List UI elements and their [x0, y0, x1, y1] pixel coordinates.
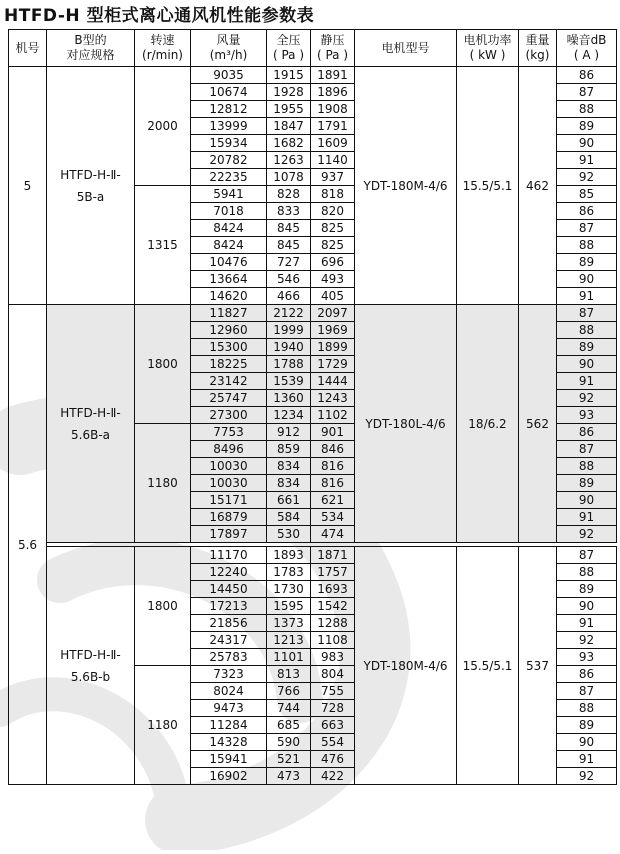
header-motor: 电机型号: [355, 30, 457, 67]
motor-power: 15.5/5.1: [457, 547, 519, 785]
motor-power: 15.5/5.1: [457, 67, 519, 305]
noise-cell: 91: [557, 509, 617, 526]
airflow-cell: 10030: [191, 458, 267, 475]
total-pressure-cell: 1539: [267, 373, 311, 390]
noise-cell: 92: [557, 632, 617, 649]
airflow-cell: 25747: [191, 390, 267, 407]
noise-cell: 86: [557, 666, 617, 683]
total-pressure-cell: 466: [267, 288, 311, 305]
static-pressure-cell: 1542: [311, 598, 355, 615]
motor-power: 18/6.2: [457, 305, 519, 543]
static-pressure-cell: 422: [311, 768, 355, 785]
total-pressure-cell: 1101: [267, 649, 311, 666]
airflow-cell: 10476: [191, 254, 267, 271]
airflow-cell: 7018: [191, 203, 267, 220]
total-pressure-cell: 2122: [267, 305, 311, 322]
airflow-cell: 15300: [191, 339, 267, 356]
noise-cell: 88: [557, 322, 617, 339]
noise-cell: 92: [557, 169, 617, 186]
noise-cell: 90: [557, 734, 617, 751]
static-pressure-cell: 1288: [311, 615, 355, 632]
total-pressure-cell: 1682: [267, 135, 311, 152]
static-pressure-cell: 825: [311, 220, 355, 237]
total-pressure-cell: 834: [267, 475, 311, 492]
total-pressure-cell: 1360: [267, 390, 311, 407]
static-pressure-cell: 825: [311, 237, 355, 254]
static-pressure-cell: 534: [311, 509, 355, 526]
total-pressure-cell: 833: [267, 203, 311, 220]
speed-cell: 1180: [135, 666, 191, 785]
static-pressure-cell: 1896: [311, 84, 355, 101]
noise-cell: 89: [557, 717, 617, 734]
total-pressure-cell: 912: [267, 424, 311, 441]
table-row: [9, 67, 617, 84]
total-pressure-cell: 1915: [267, 67, 311, 84]
static-pressure-cell: 1908: [311, 101, 355, 118]
total-pressure-cell: 1263: [267, 152, 311, 169]
spec-cell: HTFD-H-Ⅱ- 5B-a: [47, 67, 135, 305]
header-power: 电机功率 ( kW ): [457, 30, 519, 67]
noise-cell: 90: [557, 356, 617, 373]
noise-cell: 90: [557, 271, 617, 288]
airflow-cell: 13664: [191, 271, 267, 288]
noise-cell: 90: [557, 492, 617, 509]
total-pressure-cell: 1788: [267, 356, 311, 373]
header-airflow: 风量 (m³/h): [191, 30, 267, 67]
total-pressure-cell: 584: [267, 509, 311, 526]
static-pressure-cell: 1969: [311, 322, 355, 339]
static-pressure-cell: 1693: [311, 581, 355, 598]
static-pressure-cell: 1140: [311, 152, 355, 169]
noise-cell: 88: [557, 564, 617, 581]
total-pressure-cell: 1893: [267, 547, 311, 564]
speed-cell: 1800: [135, 547, 191, 666]
airflow-cell: 11827: [191, 305, 267, 322]
noise-cell: 88: [557, 101, 617, 118]
page-title: HTFD-H 型柜式离心通风机性能参数表: [4, 6, 315, 26]
table-row: [9, 547, 617, 564]
airflow-cell: 18225: [191, 356, 267, 373]
noise-cell: 90: [557, 598, 617, 615]
airflow-cell: 25783: [191, 649, 267, 666]
static-pressure-cell: 1108: [311, 632, 355, 649]
static-pressure-cell: 846: [311, 441, 355, 458]
static-pressure-cell: 1729: [311, 356, 355, 373]
static-pressure-cell: 476: [311, 751, 355, 768]
noise-cell: 89: [557, 254, 617, 271]
total-pressure-cell: 521: [267, 751, 311, 768]
noise-cell: 93: [557, 407, 617, 424]
airflow-cell: 7323: [191, 666, 267, 683]
model-number: 5.6: [9, 305, 47, 785]
noise-cell: 92: [557, 390, 617, 407]
static-pressure-cell: 816: [311, 475, 355, 492]
speed-cell: 1315: [135, 186, 191, 305]
airflow-cell: 17897: [191, 526, 267, 543]
static-pressure-cell: 474: [311, 526, 355, 543]
airflow-cell: 5941: [191, 186, 267, 203]
speed-cell: 1180: [135, 424, 191, 543]
airflow-cell: 11284: [191, 717, 267, 734]
total-pressure-cell: 1213: [267, 632, 311, 649]
airflow-cell: 14620: [191, 288, 267, 305]
airflow-cell: 10030: [191, 475, 267, 492]
airflow-cell: 20782: [191, 152, 267, 169]
static-pressure-cell: 818: [311, 186, 355, 203]
airflow-cell: 9035: [191, 67, 267, 84]
weight: 537: [519, 547, 557, 785]
total-pressure-cell: 1783: [267, 564, 311, 581]
noise-cell: 93: [557, 649, 617, 666]
airflow-cell: 15941: [191, 751, 267, 768]
noise-cell: 89: [557, 339, 617, 356]
airflow-cell: 15171: [191, 492, 267, 509]
noise-cell: 91: [557, 751, 617, 768]
total-pressure-cell: 1595: [267, 598, 311, 615]
noise-cell: 92: [557, 768, 617, 785]
noise-cell: 92: [557, 526, 617, 543]
total-pressure-cell: 1078: [267, 169, 311, 186]
table-row: [9, 305, 617, 322]
static-pressure-cell: 554: [311, 734, 355, 751]
static-pressure-cell: 621: [311, 492, 355, 509]
total-pressure-cell: 546: [267, 271, 311, 288]
header-static-pressure: 静压 ( Pa ): [311, 30, 355, 67]
weight: 462: [519, 67, 557, 305]
static-pressure-cell: 816: [311, 458, 355, 475]
total-pressure-cell: 813: [267, 666, 311, 683]
speed-cell: 2000: [135, 67, 191, 186]
noise-cell: 87: [557, 305, 617, 322]
static-pressure-cell: 1243: [311, 390, 355, 407]
airflow-cell: 27300: [191, 407, 267, 424]
static-pressure-cell: 755: [311, 683, 355, 700]
static-pressure-cell: 820: [311, 203, 355, 220]
noise-cell: 88: [557, 237, 617, 254]
total-pressure-cell: 1955: [267, 101, 311, 118]
noise-cell: 86: [557, 67, 617, 84]
static-pressure-cell: 2097: [311, 305, 355, 322]
noise-cell: 91: [557, 615, 617, 632]
total-pressure-cell: 1730: [267, 581, 311, 598]
noise-cell: 91: [557, 288, 617, 305]
total-pressure-cell: 685: [267, 717, 311, 734]
spec-cell: HTFD-H-Ⅱ- 5.6B-b: [47, 547, 135, 785]
noise-cell: 86: [557, 424, 617, 441]
airflow-cell: 8496: [191, 441, 267, 458]
total-pressure-cell: 744: [267, 700, 311, 717]
total-pressure-cell: 1940: [267, 339, 311, 356]
airflow-cell: 16879: [191, 509, 267, 526]
airflow-cell: 9473: [191, 700, 267, 717]
noise-cell: 87: [557, 683, 617, 700]
airflow-cell: 24317: [191, 632, 267, 649]
total-pressure-cell: 727: [267, 254, 311, 271]
airflow-cell: 8424: [191, 237, 267, 254]
total-pressure-cell: 834: [267, 458, 311, 475]
header-noise: 噪音dB ( A ): [557, 30, 617, 67]
performance-table: [8, 29, 617, 785]
noise-cell: 88: [557, 458, 617, 475]
airflow-cell: 17213: [191, 598, 267, 615]
total-pressure-cell: 859: [267, 441, 311, 458]
noise-cell: 87: [557, 547, 617, 564]
airflow-cell: 15934: [191, 135, 267, 152]
total-pressure-cell: 845: [267, 237, 311, 254]
static-pressure-cell: 1871: [311, 547, 355, 564]
total-pressure-cell: 1999: [267, 322, 311, 339]
airflow-cell: 14328: [191, 734, 267, 751]
airflow-cell: 22235: [191, 169, 267, 186]
motor-model: YDT-180L-4/6: [355, 305, 457, 543]
airflow-cell: 12812: [191, 101, 267, 118]
total-pressure-cell: 845: [267, 220, 311, 237]
total-pressure-cell: 661: [267, 492, 311, 509]
total-pressure-cell: 828: [267, 186, 311, 203]
static-pressure-cell: 663: [311, 717, 355, 734]
airflow-cell: 23142: [191, 373, 267, 390]
header-speed: 转速 (r/min): [135, 30, 191, 67]
airflow-cell: 8424: [191, 220, 267, 237]
airflow-cell: 11170: [191, 547, 267, 564]
airflow-cell: 10674: [191, 84, 267, 101]
total-pressure-cell: 1928: [267, 84, 311, 101]
noise-cell: 91: [557, 373, 617, 390]
airflow-cell: 14450: [191, 581, 267, 598]
total-pressure-cell: 766: [267, 683, 311, 700]
airflow-cell: 7753: [191, 424, 267, 441]
header-spec: B型的 对应规格: [47, 30, 135, 67]
static-pressure-cell: 1609: [311, 135, 355, 152]
static-pressure-cell: 1899: [311, 339, 355, 356]
airflow-cell: 12240: [191, 564, 267, 581]
static-pressure-cell: 493: [311, 271, 355, 288]
noise-cell: 89: [557, 118, 617, 135]
table-header-row: [9, 30, 617, 67]
static-pressure-cell: 804: [311, 666, 355, 683]
noise-cell: 89: [557, 475, 617, 492]
total-pressure-cell: 1234: [267, 407, 311, 424]
noise-cell: 87: [557, 84, 617, 101]
static-pressure-cell: 1791: [311, 118, 355, 135]
noise-cell: 87: [557, 441, 617, 458]
static-pressure-cell: 405: [311, 288, 355, 305]
total-pressure-cell: 473: [267, 768, 311, 785]
noise-cell: 90: [557, 135, 617, 152]
spec-cell: HTFD-H-Ⅱ- 5.6B-a: [47, 305, 135, 543]
airflow-cell: 12960: [191, 322, 267, 339]
airflow-cell: 8024: [191, 683, 267, 700]
weight: 562: [519, 305, 557, 543]
static-pressure-cell: 983: [311, 649, 355, 666]
static-pressure-cell: 937: [311, 169, 355, 186]
static-pressure-cell: 1102: [311, 407, 355, 424]
speed-cell: 1800: [135, 305, 191, 424]
noise-cell: 89: [557, 581, 617, 598]
static-pressure-cell: 696: [311, 254, 355, 271]
noise-cell: 87: [557, 220, 617, 237]
total-pressure-cell: 530: [267, 526, 311, 543]
noise-cell: 86: [557, 203, 617, 220]
noise-cell: 91: [557, 152, 617, 169]
header-model: 机号: [9, 30, 47, 67]
motor-model: YDT-180M-4/6: [355, 547, 457, 785]
static-pressure-cell: 1891: [311, 67, 355, 84]
static-pressure-cell: 1444: [311, 373, 355, 390]
total-pressure-cell: 1373: [267, 615, 311, 632]
static-pressure-cell: 728: [311, 700, 355, 717]
header-weight: 重量 (kg): [519, 30, 557, 67]
static-pressure-cell: 901: [311, 424, 355, 441]
model-number: 5: [9, 67, 47, 305]
airflow-cell: 13999: [191, 118, 267, 135]
noise-cell: 85: [557, 186, 617, 203]
airflow-cell: 21856: [191, 615, 267, 632]
header-total-pressure: 全压 ( Pa ): [267, 30, 311, 67]
static-pressure-cell: 1757: [311, 564, 355, 581]
airflow-cell: 16902: [191, 768, 267, 785]
motor-model: YDT-180M-4/6: [355, 67, 457, 305]
total-pressure-cell: 590: [267, 734, 311, 751]
noise-cell: 88: [557, 700, 617, 717]
total-pressure-cell: 1847: [267, 118, 311, 135]
